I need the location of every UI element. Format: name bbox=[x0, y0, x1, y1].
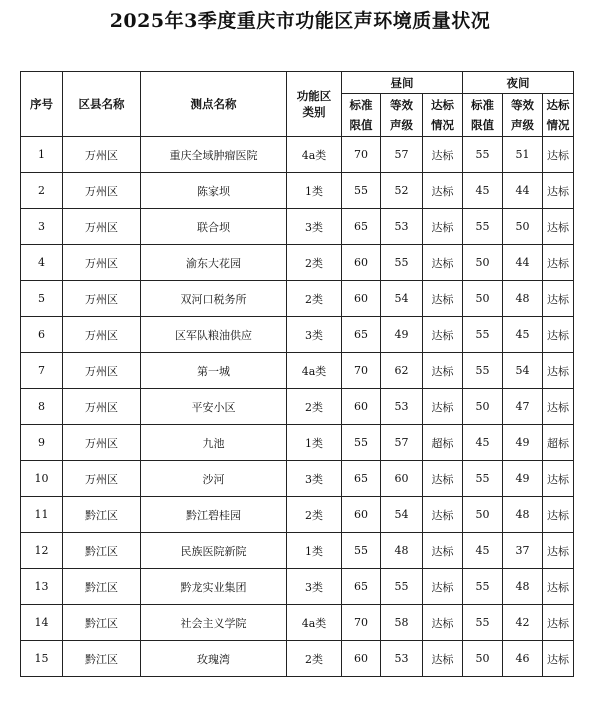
header-zone bbox=[287, 72, 342, 137]
header-std-line2: 限值 bbox=[471, 118, 494, 132]
cell-day-leq: 57 bbox=[381, 137, 423, 173]
cell-district: 黔江区 bbox=[63, 641, 141, 677]
cell-day-status: 达标 bbox=[423, 245, 463, 281]
cell-district: 万州区 bbox=[63, 173, 141, 209]
cell-zone: 4a类 bbox=[287, 353, 342, 389]
cell-seq: 9 bbox=[21, 425, 63, 461]
cell-day-std: 60 bbox=[342, 281, 381, 317]
cell-seq: 11 bbox=[21, 497, 63, 533]
header-district: 区县名称 bbox=[63, 72, 141, 137]
header-zone-line2: 类别 bbox=[302, 105, 326, 119]
cell-night-leq: 48 bbox=[503, 281, 543, 317]
cell-zone: 3类 bbox=[287, 317, 342, 353]
cell-district: 万州区 bbox=[63, 245, 141, 281]
cell-night-std: 45 bbox=[463, 533, 503, 569]
cell-zone: 2类 bbox=[287, 497, 342, 533]
header-status-line1: 达标 bbox=[431, 98, 454, 112]
cell-day-std: 55 bbox=[342, 173, 381, 209]
cell-day-leq: 52 bbox=[381, 173, 423, 209]
table-header bbox=[21, 72, 574, 137]
cell-night-status: 达标 bbox=[543, 641, 574, 677]
cell-day-std: 60 bbox=[342, 245, 381, 281]
cell-zone: 1类 bbox=[287, 425, 342, 461]
cell-night-std: 45 bbox=[463, 173, 503, 209]
cell-night-leq: 47 bbox=[503, 389, 543, 425]
cell-district: 万州区 bbox=[63, 461, 141, 497]
cell-site: 第一城 bbox=[141, 353, 287, 389]
cell-site: 区军队粮油供应 bbox=[141, 317, 287, 353]
cell-night-std: 55 bbox=[463, 605, 503, 641]
cell-night-leq: 37 bbox=[503, 533, 543, 569]
cell-seq: 12 bbox=[21, 533, 63, 569]
cell-zone: 4a类 bbox=[287, 605, 342, 641]
header-night-status bbox=[543, 94, 574, 137]
cell-night-std: 55 bbox=[463, 353, 503, 389]
cell-seq: 3 bbox=[21, 209, 63, 245]
cell-site: 黔江碧桂园 bbox=[141, 497, 287, 533]
cell-night-std: 55 bbox=[463, 461, 503, 497]
table-row bbox=[21, 173, 574, 209]
cell-night-status: 达标 bbox=[543, 569, 574, 605]
cell-night-status: 达标 bbox=[543, 605, 574, 641]
cell-night-leq: 51 bbox=[503, 137, 543, 173]
cell-day-status: 达标 bbox=[423, 533, 463, 569]
cell-day-status: 达标 bbox=[423, 641, 463, 677]
header-status-line1: 达标 bbox=[546, 98, 570, 112]
cell-day-status: 达标 bbox=[423, 569, 463, 605]
cell-day-std: 70 bbox=[342, 137, 381, 173]
cell-night-leq: 48 bbox=[503, 497, 543, 533]
cell-district: 黔江区 bbox=[63, 533, 141, 569]
table-row bbox=[21, 137, 574, 173]
cell-day-std: 60 bbox=[342, 641, 381, 677]
table-row bbox=[21, 461, 574, 497]
cell-day-status: 达标 bbox=[423, 605, 463, 641]
cell-day-leq: 54 bbox=[381, 497, 423, 533]
cell-seq: 5 bbox=[21, 281, 63, 317]
header-status-line2: 情况 bbox=[431, 118, 454, 132]
cell-district: 万州区 bbox=[63, 425, 141, 461]
cell-district: 黔江区 bbox=[63, 497, 141, 533]
table-row bbox=[21, 425, 574, 461]
cell-site: 社会主义学院 bbox=[141, 605, 287, 641]
table-row bbox=[21, 605, 574, 641]
cell-site: 双河口税务所 bbox=[141, 281, 287, 317]
table-row bbox=[21, 281, 574, 317]
cell-site: 联合坝 bbox=[141, 209, 287, 245]
cell-site: 民族医院新院 bbox=[141, 533, 287, 569]
cell-night-status: 超标 bbox=[543, 425, 574, 461]
cell-site: 玫瑰湾 bbox=[141, 641, 287, 677]
header-day-status bbox=[423, 94, 463, 137]
cell-night-status: 达标 bbox=[543, 137, 574, 173]
cell-seq: 15 bbox=[21, 641, 63, 677]
cell-zone: 4a类 bbox=[287, 137, 342, 173]
header-night: 夜间 bbox=[463, 72, 574, 94]
cell-day-status: 达标 bbox=[423, 389, 463, 425]
cell-day-leq: 53 bbox=[381, 641, 423, 677]
cell-district: 黔江区 bbox=[63, 605, 141, 641]
cell-day-std: 60 bbox=[342, 389, 381, 425]
cell-district: 万州区 bbox=[63, 281, 141, 317]
header-leq-line2: 声级 bbox=[511, 118, 534, 132]
cell-night-std: 50 bbox=[463, 281, 503, 317]
cell-night-status: 达标 bbox=[543, 281, 574, 317]
header-night-std bbox=[463, 94, 503, 137]
cell-night-status: 达标 bbox=[543, 245, 574, 281]
cell-district: 万州区 bbox=[63, 137, 141, 173]
cell-site: 重庆全域肿瘤医院 bbox=[141, 137, 287, 173]
cell-district: 万州区 bbox=[63, 389, 141, 425]
cell-district: 万州区 bbox=[63, 209, 141, 245]
table-row bbox=[21, 497, 574, 533]
cell-night-status: 达标 bbox=[543, 497, 574, 533]
cell-seq: 8 bbox=[21, 389, 63, 425]
header-std-line2: 限值 bbox=[349, 118, 373, 132]
cell-night-leq: 44 bbox=[503, 173, 543, 209]
cell-day-std: 65 bbox=[342, 209, 381, 245]
cell-night-leq: 49 bbox=[503, 425, 543, 461]
cell-day-leq: 53 bbox=[381, 209, 423, 245]
table-row bbox=[21, 569, 574, 605]
cell-district: 万州区 bbox=[63, 317, 141, 353]
cell-night-leq: 50 bbox=[503, 209, 543, 245]
cell-day-leq: 62 bbox=[381, 353, 423, 389]
cell-night-status: 达标 bbox=[543, 461, 574, 497]
header-day-std bbox=[342, 94, 381, 137]
cell-zone: 2类 bbox=[287, 389, 342, 425]
cell-night-status: 达标 bbox=[543, 173, 574, 209]
cell-zone: 1类 bbox=[287, 533, 342, 569]
cell-day-std: 55 bbox=[342, 533, 381, 569]
cell-district: 黔江区 bbox=[63, 569, 141, 605]
cell-night-std: 50 bbox=[463, 389, 503, 425]
cell-day-status: 达标 bbox=[423, 461, 463, 497]
table-row bbox=[21, 245, 574, 281]
cell-day-std: 70 bbox=[342, 353, 381, 389]
cell-zone: 3类 bbox=[287, 569, 342, 605]
header-std-line1: 标准 bbox=[471, 98, 494, 112]
cell-night-status: 达标 bbox=[543, 389, 574, 425]
cell-night-leq: 44 bbox=[503, 245, 543, 281]
cell-day-leq: 57 bbox=[381, 425, 423, 461]
cell-day-leq: 60 bbox=[381, 461, 423, 497]
cell-day-status: 达标 bbox=[423, 281, 463, 317]
cell-day-status: 超标 bbox=[423, 425, 463, 461]
cell-site: 平安小区 bbox=[141, 389, 287, 425]
cell-night-std: 55 bbox=[463, 317, 503, 353]
cell-zone: 2类 bbox=[287, 281, 342, 317]
cell-site: 黔龙实业集团 bbox=[141, 569, 287, 605]
cell-seq: 7 bbox=[21, 353, 63, 389]
cell-night-leq: 54 bbox=[503, 353, 543, 389]
cell-day-leq: 55 bbox=[381, 569, 423, 605]
noise-quality-table bbox=[20, 71, 574, 677]
cell-day-leq: 58 bbox=[381, 605, 423, 641]
cell-day-status: 达标 bbox=[423, 209, 463, 245]
cell-site: 渝东大花园 bbox=[141, 245, 287, 281]
cell-day-std: 70 bbox=[342, 605, 381, 641]
table-row bbox=[21, 317, 574, 353]
cell-seq: 14 bbox=[21, 605, 63, 641]
cell-day-leq: 53 bbox=[381, 389, 423, 425]
cell-seq: 13 bbox=[21, 569, 63, 605]
cell-night-leq: 42 bbox=[503, 605, 543, 641]
cell-day-leq: 48 bbox=[381, 533, 423, 569]
cell-day-status: 达标 bbox=[423, 497, 463, 533]
cell-night-status: 达标 bbox=[543, 209, 574, 245]
cell-site: 九池 bbox=[141, 425, 287, 461]
table-row bbox=[21, 641, 574, 677]
cell-night-std: 50 bbox=[463, 245, 503, 281]
header-std-line1: 标准 bbox=[349, 98, 373, 112]
cell-district: 万州区 bbox=[63, 353, 141, 389]
cell-day-leq: 49 bbox=[381, 317, 423, 353]
cell-night-std: 50 bbox=[463, 641, 503, 677]
header-leq-line2: 声级 bbox=[390, 118, 413, 132]
cell-day-std: 65 bbox=[342, 569, 381, 605]
header-day: 昼间 bbox=[342, 72, 463, 94]
cell-seq: 2 bbox=[21, 173, 63, 209]
cell-night-leq: 45 bbox=[503, 317, 543, 353]
cell-seq: 4 bbox=[21, 245, 63, 281]
cell-night-status: 达标 bbox=[543, 533, 574, 569]
cell-day-std: 65 bbox=[342, 317, 381, 353]
cell-day-std: 60 bbox=[342, 497, 381, 533]
cell-night-std: 55 bbox=[463, 137, 503, 173]
cell-day-status: 达标 bbox=[423, 317, 463, 353]
table-row bbox=[21, 533, 574, 569]
cell-night-std: 50 bbox=[463, 497, 503, 533]
cell-night-status: 达标 bbox=[543, 353, 574, 389]
cell-seq: 6 bbox=[21, 317, 63, 353]
cell-day-leq: 55 bbox=[381, 245, 423, 281]
header-day-leq bbox=[381, 94, 423, 137]
cell-night-leq: 49 bbox=[503, 461, 543, 497]
cell-zone: 1类 bbox=[287, 173, 342, 209]
cell-zone: 2类 bbox=[287, 245, 342, 281]
header-night-leq bbox=[503, 94, 543, 137]
header-seq: 序号 bbox=[21, 72, 63, 137]
cell-seq: 10 bbox=[21, 461, 63, 497]
table-row bbox=[21, 353, 574, 389]
cell-day-leq: 54 bbox=[381, 281, 423, 317]
cell-day-status: 达标 bbox=[423, 137, 463, 173]
cell-day-std: 55 bbox=[342, 425, 381, 461]
cell-day-std: 65 bbox=[342, 461, 381, 497]
cell-night-std: 55 bbox=[463, 209, 503, 245]
header-leq-line1: 等效 bbox=[390, 98, 413, 112]
cell-site: 陈家坝 bbox=[141, 173, 287, 209]
header-zone-line1: 功能区 bbox=[296, 89, 332, 103]
header-leq-line1: 等效 bbox=[511, 98, 534, 112]
table-body bbox=[21, 137, 574, 677]
cell-zone: 3类 bbox=[287, 209, 342, 245]
table-row bbox=[21, 209, 574, 245]
header-site: 测点名称 bbox=[141, 72, 287, 137]
table-row bbox=[21, 389, 574, 425]
cell-night-std: 55 bbox=[463, 569, 503, 605]
cell-zone: 3类 bbox=[287, 461, 342, 497]
cell-seq: 1 bbox=[21, 137, 63, 173]
header-status-line2: 情况 bbox=[546, 118, 570, 132]
cell-night-leq: 48 bbox=[503, 569, 543, 605]
cell-night-std: 45 bbox=[463, 425, 503, 461]
cell-day-status: 达标 bbox=[423, 353, 463, 389]
cell-site: 沙河 bbox=[141, 461, 287, 497]
cell-night-leq: 46 bbox=[503, 641, 543, 677]
cell-zone: 2类 bbox=[287, 641, 342, 677]
cell-day-status: 达标 bbox=[423, 173, 463, 209]
page-title: 2025年3季度重庆市功能区声环境质量状况 bbox=[109, 10, 491, 32]
cell-night-status: 达标 bbox=[543, 317, 574, 353]
